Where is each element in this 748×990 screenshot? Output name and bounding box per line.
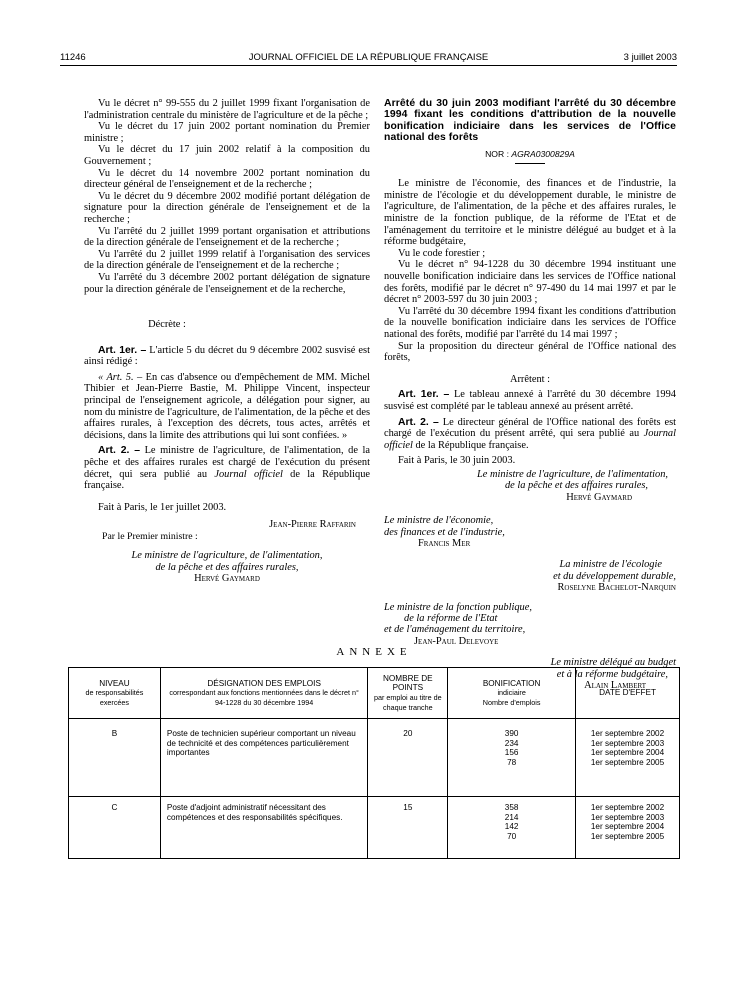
sig-bud-text1: Le ministre délégué au budget [550,657,676,669]
date-value: 1er septembre 2005 [590,757,665,767]
date-value: 1er septembre 2002 [590,803,665,812]
article-5-text: En cas d'absence ou d'empêchement de MM. Michel Thibier et Jean-Pierre Bastie, M. Philippe Vincent, inspecteur principal de l'enseignement agricole, a délégation pour signer, au nom du ministre de l'agriculture, de l'alimentation, de la pêche et des affaires rurales, à l'exception des décrets, tous actes, arrêtés et décisions, dans la limite des attributions qui lui sont confiées. » [84,371,370,441]
header-niveau [69,668,161,719]
left-column [84,98,370,585]
sig-eco-text2: des finances et de l'industrie, [384,526,505,538]
table-row [69,797,680,859]
emplois-value: 78 [507,757,517,767]
header-bonification-label: BONIFICATION [482,678,541,688]
sig-fp-text2: de la réforme de l'Etat [404,612,498,624]
emplois-value: 214 [504,812,519,822]
cell-dates [576,797,680,859]
arrete-title: Arrêté du 30 juin 2003 modifiant l'arrêté du 30 décembre 1994 fixant les conditions d'attribution de la nouvelle bonification indiciaire dans les services de l'Office national des forêts [384,98,676,144]
decrete-label: Décrète : [148,319,186,331]
article-2 [384,417,676,452]
date-value: 1er septembre 2005 [590,831,665,841]
nor-label: NOR : [485,148,509,159]
visa: Vu le décret du 9 décembre 2002 modifié portant délégation de signature pour la direction générale de l'enseignement et de la recherche ; [84,190,370,225]
signature-ecologie [384,559,676,593]
cell-designation: Poste de technicien supérieur comportant un niveau de technicité et des compétences particulièrement importantes [160,719,368,797]
min-agri-signature: Hervé Gaymard [194,573,260,585]
annexe-table [68,667,680,859]
visa: Vu l'arrêté du 3 décembre 2002 portant délégation de signature pour la direction générale de l'enseignement et de la recherche, [84,271,370,295]
page-number: 11246 [60,52,86,63]
ministers-intro: Le ministre de l'économie, des finances et de l'industrie, la ministre de l'écologie et du développement durable, le ministre de l'agriculture, de l'alimentation, de la pêche et des affaires rurales, le ministre de la fonction publique, de la réforme de l'Etat et de l'aménagement du territoire et le ministre délégué au budget et à la réforme budgétaire, [384,178,676,248]
visa: Vu l'arrêté du 2 juillet 1999 relatif à l'organisation des services de la direction générale de l'enseignement et de la recherche ; [84,248,370,272]
fait-a-paris: Fait à Paris, le 1er juillet 2003. [98,501,227,513]
visa: Vu l'arrêté du 2 juillet 1999 portant organisation et attributions de la direction générale de l'enseignement et de la recherche ; [84,225,370,249]
article-5-label: « Art. 5. – [98,371,143,383]
article-2 [84,445,370,491]
article-2-label: Art. 2. – [398,416,439,428]
title-rule [515,163,545,164]
right-column [384,98,676,691]
header-bonification-sub2: Nombre d'emplois [482,697,541,707]
sig-eco-line1 [384,515,676,526]
header-niveau-label: NIVEAU [99,678,130,688]
page-header [60,52,677,66]
article-2-text: Le ministre de l'agriculture, de l'alimentation, de la pêche et des affaires rurales est chargé de l'exécution du présent décret, qui sera publié au [84,445,370,480]
header-points-sub: par emploi au titre de chaque tranche [374,693,442,712]
cell-points: 20 [368,719,448,797]
cell-niveau: C [69,797,161,859]
sig-fp-line1 [384,602,676,613]
date-value: 1er septembre 2003 [590,738,665,748]
emplois-value: 390 [504,729,519,738]
signature-fonction-publique [384,602,676,648]
journal-officiel-ref: Journal officiel [214,468,283,480]
article-1-label: Art. 1er. – [98,344,147,356]
date-value: 1er septembre 2002 [590,729,665,738]
header-points [368,668,448,719]
fait-a-paris: Fait à Paris, le 30 juin 2003. [398,455,516,467]
sig-ecol-text2: et du développement durable, [553,570,676,582]
article-2-text-end: de la République française. [415,439,529,451]
min-agri-title-1 [84,550,370,561]
sig-fp-line2 [384,613,676,624]
nor-reference [384,149,676,161]
min-agri-title-2 [84,562,370,573]
signature-eco [384,515,676,549]
article-1 [84,345,370,368]
arretent-label: Arrêtent : [509,373,551,385]
table-row [69,719,680,797]
header-bonification [448,668,576,719]
annexe-title: ANNEXE [336,646,412,658]
visa: Vu le décret du 14 novembre 2002 portant nomination du directeur général de l'enseignement et de la recherche ; [84,167,370,191]
article-2-text: Le directeur général de l'Office national des forêts est chargé de l'exécution du présent arrêté, qui sera publié au [384,416,677,440]
journal-officiel-ref: Journal officiel [384,428,676,451]
cell-points: 15 [368,797,448,859]
header-bonification-sub: indiciaire [497,688,526,698]
sig-ecol-text1: La ministre de l'écologie [559,559,662,571]
sig-ecol-line1 [384,559,676,570]
sig-ecol-line2 [384,571,676,582]
date-value: 1er septembre 2004 [590,822,665,832]
header-niveau-sub: de responsabilités exercées [85,688,144,707]
emplois-value: 142 [504,822,519,832]
emplois-value: 70 [507,831,517,841]
cell-emplois [448,797,576,859]
visa: Sur la proposition du directeur général de l'Office national des forêts, [384,340,676,364]
emplois-value: 358 [504,803,519,812]
header-designation-label: DÉSIGNATION DES EMPLOIS [207,678,321,688]
visa: Vu le décret du 17 juin 2002 relatif à la composition du Gouvernement ; [84,144,370,167]
visa: Vu le décret n° 99-555 du 2 juillet 1999 fixant l'organisation de l'administration centrale du ministère de l'agriculture et de la pêche ; [84,98,370,121]
min-agri-title-text-2: de la pêche et des affaires rurales, [155,561,299,573]
sig-fp-text1: Le ministre de la fonction publique, [384,601,532,613]
header-designation [160,668,368,719]
article-2-text-end: de la République française. [84,468,371,492]
nor-code: AGRA0300829A [511,148,575,159]
table-header-row [69,668,680,719]
sig-agri-line1 [384,469,668,480]
sig-fp-text3: et de l'aménagement du territoire, [384,624,526,636]
min-agri-title-text-1: Le ministre de l'agriculture, de l'alimentation, [131,550,323,562]
pm-signature: Jean-Pierre Raffarin [269,519,356,531]
article-5-quote [84,372,370,442]
journal-title: JOURNAL OFFICIEL DE LA RÉPUBLIQUE FRANÇAISE [248,52,489,63]
sig-agri-text2: de la pêche et des affaires rurales, [504,480,648,492]
emplois-value: 156 [504,748,519,758]
article-1-text: Le tableau annexé à l'arrêté du 30 décembre 1994 susvisé est complété par le tableau annexé au présent arrêté. [384,389,676,412]
article-1-label: Art. 1er. – [398,389,450,401]
cell-emplois [448,719,576,797]
sig-bud-text2: et à la réforme budgétaire, [556,668,668,680]
sig-eco-line2 [384,527,676,538]
date-value: 1er septembre 2004 [590,748,665,758]
visa: Vu le décret du 17 juin 2002 portant nomination du Premier ministre ; [84,121,370,144]
par-le-premier-ministre: Par le Premier ministre : [102,530,198,542]
emplois-value: 234 [504,738,519,748]
header-rule [60,65,677,66]
issue-date: 3 juillet 2003 [623,52,677,63]
visa: Vu le code forestier ; [398,247,486,259]
sig-agri-line2 [384,480,668,491]
sig-ecol-name: Roselyne Bachelot-Narquin [557,582,676,594]
sig-eco-text1: Le ministre de l'économie, [384,515,494,527]
date-value: 1er septembre 2003 [590,812,665,822]
article-1-text: L'article 5 du décret du 9 décembre 2002 susvisé est ainsi rédigé : [84,344,370,368]
header-points-label: NOMBRE DE POINTS [383,673,433,693]
article-2-label: Art. 2. – [98,445,141,457]
sig-agri-name: Hervé Gaymard [566,491,632,503]
signature-agri [384,469,676,503]
cell-designation: Poste d'adjoint administratif nécessitant des compétences et des responsabilités spécifiques. [160,797,368,859]
sig-agri-text1: Le ministre de l'agriculture, de l'alimentation, [477,468,668,480]
visa: Vu l'arrêté du 30 décembre 1994 fixant les conditions d'attribution de la nouvelle bonification indiciaire dans les services de l'Office national des forêts, modifié par l'arrêté du 14 mai 1997 ; [384,305,676,340]
sig-bud-name: Alain Lambert [584,679,646,691]
sig-fp-line3 [384,624,676,635]
cell-niveau: B [69,719,161,797]
article-1 [384,389,676,412]
visa: Vu le décret n° 94-1228 du 30 décembre 1994 instituant une nouvelle bonification indiciaire dans les services de l'Office national des forêts, modifié par le décret n° 97-490 du 14 mai 1997 et par le décret n° 2003-597 du 30 juin 2003 ; [384,259,676,306]
cell-dates [576,719,680,797]
sig-fp-name: Jean-Paul Delevoye [414,635,499,647]
header-designation-sub: correspondant aux fonctions mentionnées dans le décret n° 94-1228 du 30 décembre 1994 [169,688,359,707]
header-date: DATE D'EFFET [576,668,680,719]
sig-eco-name: Francis Mer [418,537,471,549]
